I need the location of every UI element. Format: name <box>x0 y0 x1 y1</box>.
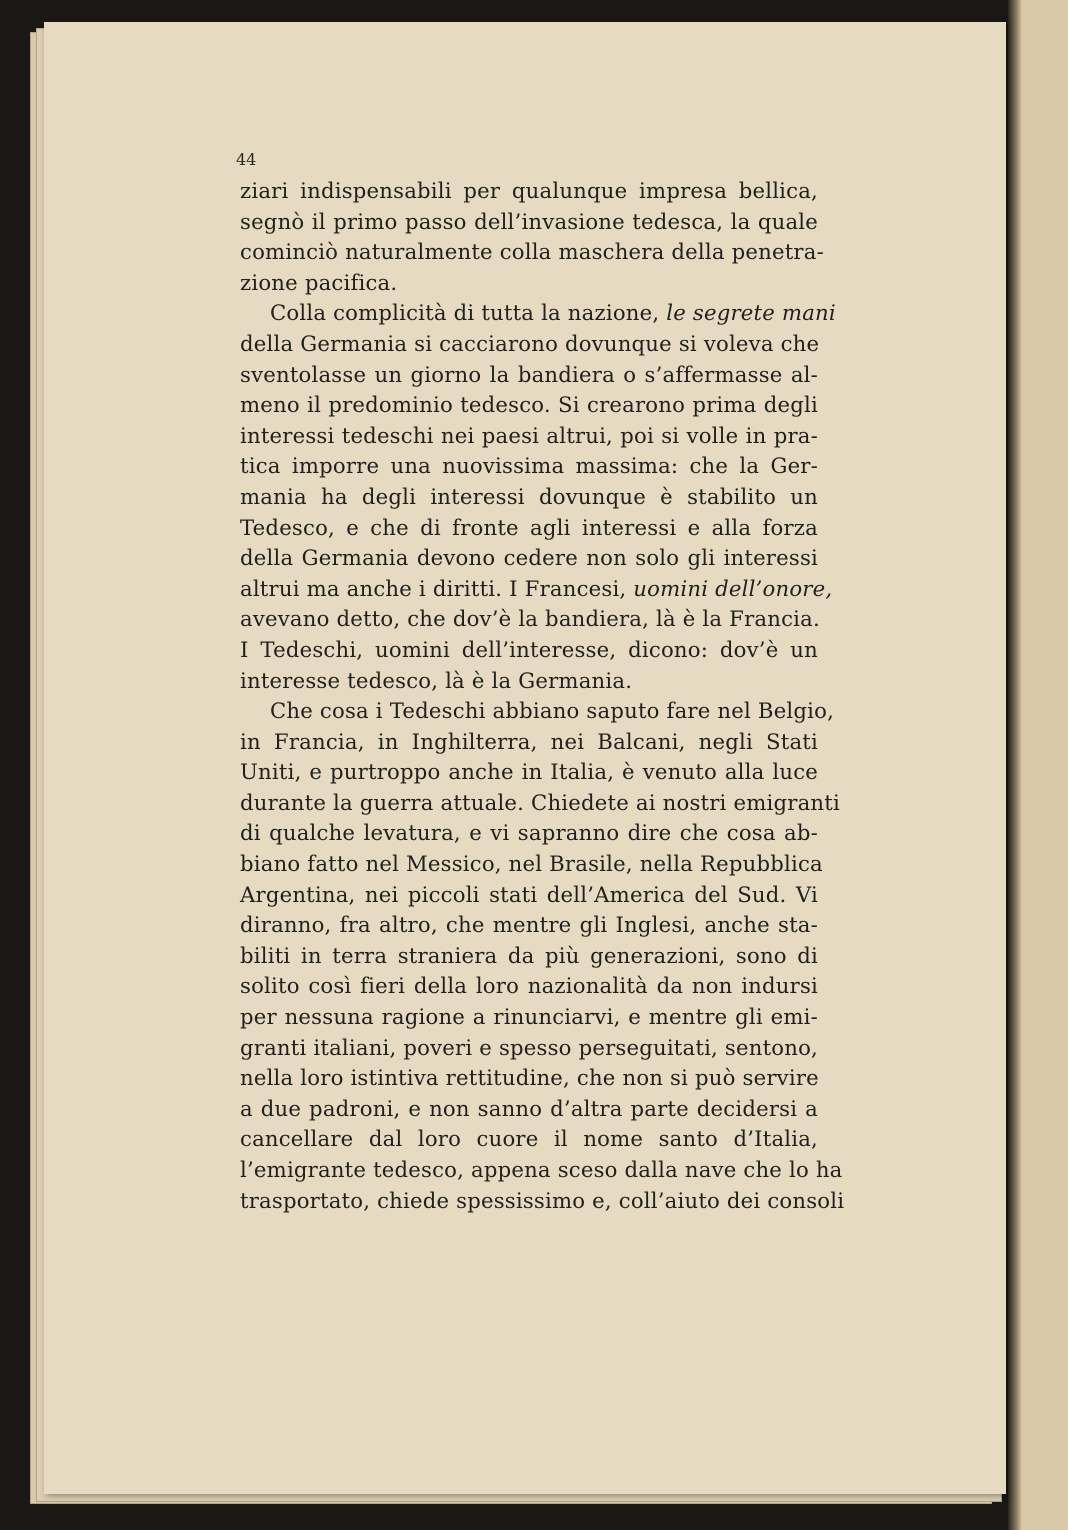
text-line: segnò il primo passo dell’invasione tedesca, la quale <box>240 208 818 234</box>
text-line: l’emigrante tedesco, appena sceso dalla nave che lo ha <box>240 1157 843 1182</box>
text-line: meno il predominio tedesco. Si crearono prima degli <box>240 392 818 418</box>
italic-text-run: uomini dell’onore, <box>633 575 833 601</box>
text-line: Tedesco, e che di fronte agli interessi e alla forza <box>240 514 818 540</box>
text-line: interessi tedeschi nei paesi altrui, poi si volle in pra- <box>240 422 818 448</box>
text-line: interesse tedesco, là è la Germania. <box>240 667 633 693</box>
text-line: biliti in terra straniera da più generazioni, sono di <box>240 942 818 968</box>
text-line: in Francia, in Inghilterra, nei Balcani, negli Stati <box>240 728 818 754</box>
text-line: a due padroni, e non sanno d’altra parte decidersi a <box>240 1095 818 1121</box>
text-line: I Tedeschi, uomini dell’interesse, dicono: dov’è un <box>240 636 818 662</box>
text-line: granti italiani, poveri e spesso perseguitati, sentono, <box>240 1034 818 1060</box>
text-line: per nessuna ragione a rinunciarvi, e mentre gli emi- <box>240 1004 818 1030</box>
text-line <box>240 298 836 329</box>
text-line: sventolasse un giorno la bandiera o s’affermasse al- <box>240 361 818 387</box>
text-line: Che cosa i Tedeschi abbiano saputo fare nel Belgio, <box>270 698 835 724</box>
text-line: solito così fieri della loro nazionalità da non indursi <box>240 973 818 999</box>
facing-page-edge <box>1008 0 1068 1530</box>
body-text <box>240 176 845 1216</box>
text-line: nella loro istintiva rettitudine, che non si può servire <box>240 1065 819 1091</box>
text-line <box>240 574 833 605</box>
text-line: della Germania devono cedere non solo gli interessi <box>240 545 818 571</box>
text-line: durante la guerra attuale. Chiedete ai nostri emigranti <box>240 789 840 815</box>
text-run: Colla complicità di tutta la nazione, <box>270 300 667 326</box>
text-line: trasportato, chiede spessissimo e, coll’aiuto dei consoli <box>240 1187 845 1213</box>
page-number: 44 <box>236 150 257 169</box>
text-line: della Germania si cacciarono dovunque si voleva che <box>240 330 820 356</box>
text-line: cancellare dal loro cuore il nome santo d’Italia, <box>240 1126 818 1152</box>
text-line: cominciò naturalmente colla maschera della penetra- <box>240 239 824 265</box>
text-run: altrui ma anche i diritti. I Francesi, <box>240 575 634 601</box>
text-line: biano fatto nel Messico, nel Brasile, nella Repubblica <box>240 851 823 877</box>
italic-text-run: le segrete mani <box>666 300 836 326</box>
text-line: avevano detto, che dov’è la bandiera, là è la Francia. <box>240 606 820 632</box>
text-line: ziari indispensabili per qualunque impresa bellica, <box>240 178 818 203</box>
text-line: di qualche levatura, e vi sapranno dire che cosa ab- <box>240 820 818 846</box>
text-line: zione pacifica. <box>240 269 398 295</box>
text-line: diranno, fra altro, che mentre gli Inglesi, anche sta- <box>240 912 818 938</box>
text-line: Uniti, e purtroppo anche in Italia, è venuto alla luce <box>240 759 818 785</box>
text-line: Argentina, nei piccoli stati dell’America del Sud. Vi <box>240 881 818 907</box>
text-line: tica imporre una nuovissima massima: che la Ger- <box>240 453 818 479</box>
text-line: mania ha degli interessi dovunque è stabilito un <box>240 483 818 509</box>
